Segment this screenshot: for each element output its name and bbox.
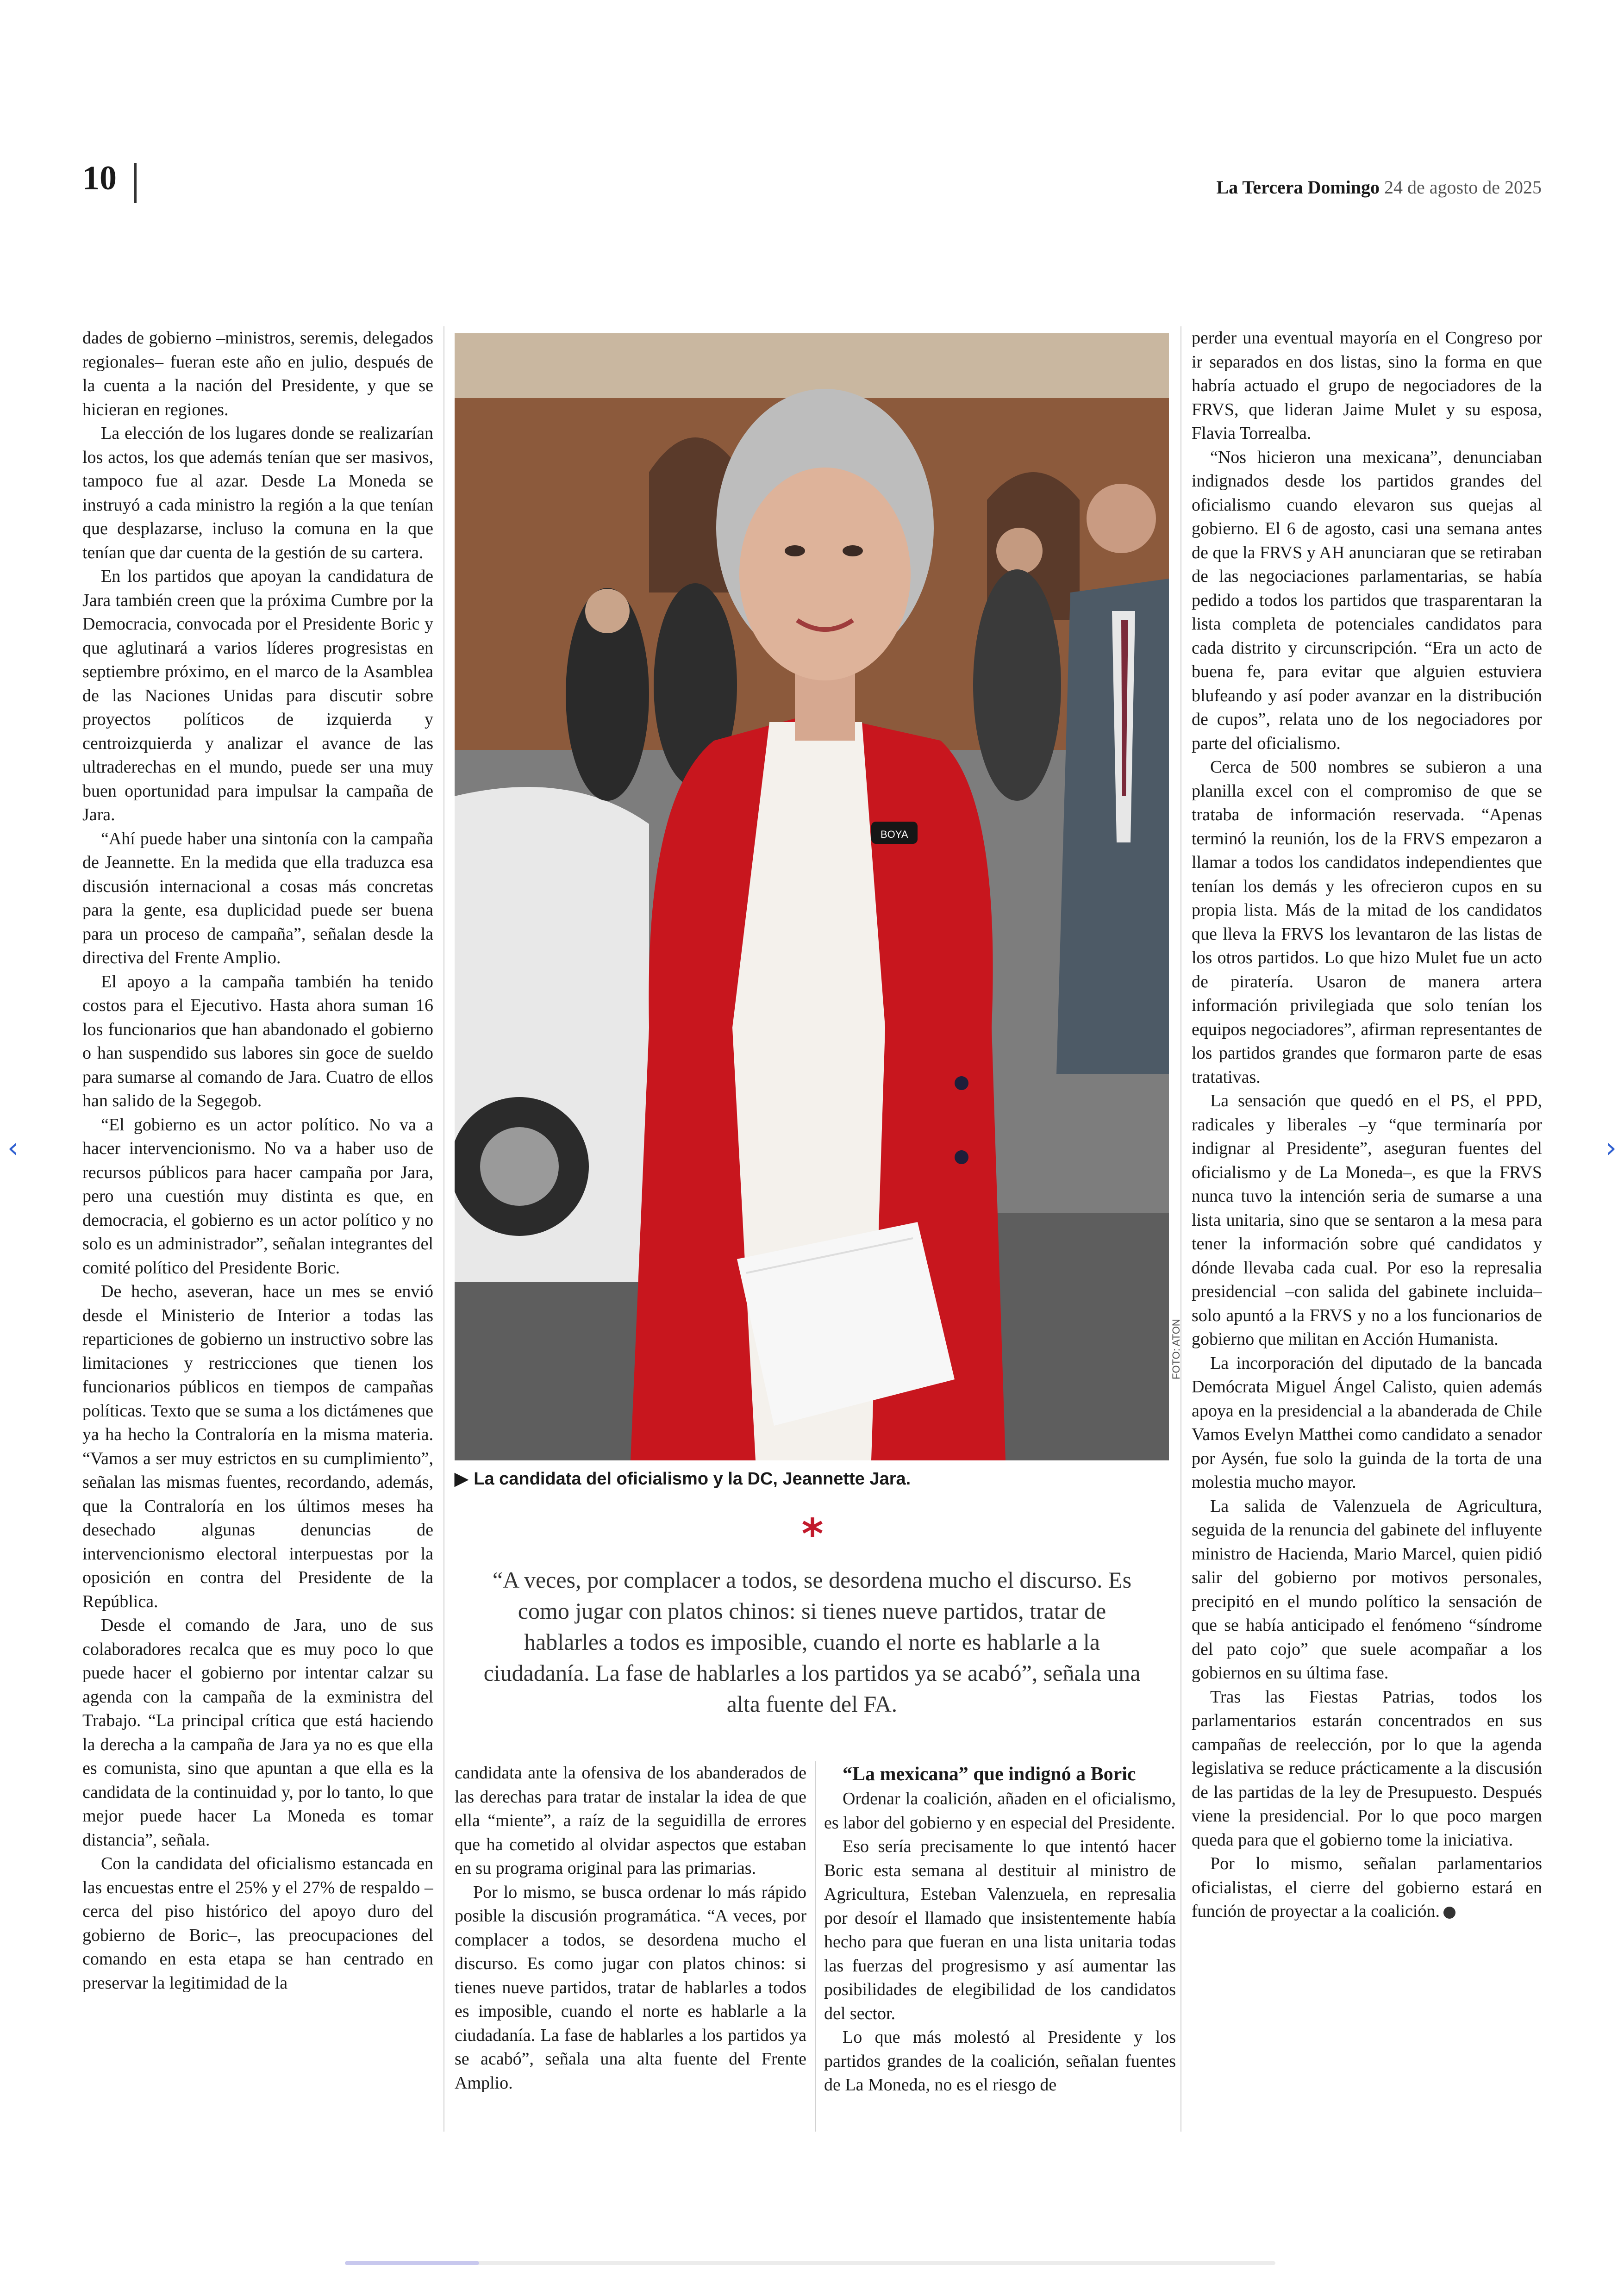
paragraph: En los partidos que apoyan la candidatura de Jara también creen que la próxima Cumbre por la Democracia, convocada por el Presidente Boric y que aglutinará a varios líderes progresistas en septiembre próximo, en el marco de la Asamblea de las Naciones Unidas para discutir sobre proyectos políticos de izquierda y centroizquierda y analizar el avance de las ultraderechas en el mundo, puede ser una muy buen oportunidad para impulsar la campaña de Jara. — [82, 567, 433, 824]
paragraph — [1192, 1852, 1542, 1924]
end-of-article-icon — [1443, 1907, 1455, 1919]
column-divider — [443, 326, 444, 2132]
caption-arrow-icon: ▶ — [455, 1469, 468, 1489]
article-column-4 — [1192, 326, 1542, 2132]
article-column-3 — [824, 1761, 1176, 2132]
subheading: “La mexicana” que indignó a Boric — [843, 1764, 1136, 1785]
horizontal-scrollbar[interactable] — [345, 2261, 1275, 2265]
paragraph: “Ahí puede haber una sintonía con la campaña de Jeannette. En la medida que ella traduzca esa discusión internacional a cosas más concretas para la gente, esa duplicidad puede ser buena para un proceso de campaña”, señalan desde la directiva del Frente Amplio. — [82, 829, 433, 967]
article-column-2 — [455, 1761, 806, 2132]
pullquote: “A veces, por complacer a todos, se desordena mucho el discurso. Es como jugar con platos chinos: si tienes nueve partidos, tratar de hablarles a todos es imposible, cuando el norte es hablarle a la ciudadanía. La fase de hablarles a los partidos ya se acabó”, señala una alta fuente del FA. — [483, 1567, 1141, 1717]
paragraph: Con la candidata del oficialismo estancada en las encuestas entre el 25% y el 27% de respaldo –cerca del piso histórico del apoyo duro del gobierno de Boric–, las preocupaciones del comando en esta etapa se han centrado en preservar la legitimidad de la — [82, 1854, 433, 1993]
column-divider — [815, 1761, 816, 2132]
paragraph: La elección de los lugares donde se realizarían los actos, los que además tenían que ser masivos, tampoco fue al azar. Desde La Moneda se instruyó a cada ministro la región a la que tenían que desplazarse, incluso la comuna en la que tenían que dar cuenta de la gestión de su cartera. — [82, 424, 433, 562]
paragraph: “Nos hicieron una mexicana”, denunciaban indignados desde los partidos grandes del oficialismo cuando elevaron sus quejas al gobierno. El 6 de agosto, casi una semana antes de que la FRVS y AH anunciaran que se retiraban de las negociaciones parlamentarias, se había pedido a todos los partidos que trasparentaran la lista completa de potenciales candidatos para cada distrito y circunscripción. “Era un acto de buena fe, para evitar que alguien estuviera blufeando y así poder avanzar en la distribución de cupos”, relata uno de los negociadores por parte del oficialismo. — [1192, 447, 1542, 753]
paragraph: El apoyo a la campaña también ha tenido costos para el Ejecutivo. Hasta ahora suman 16 los funcionarios que han abandonado el gobierno o han suspendido sus labores sin goce de sueldo para sumarse al comando de Jara. Cuatro de ellos han salido de la Segegob. — [82, 972, 433, 1110]
paragraph: Lo que más molestó al Presidente y los partidos grandes de la coalición, señalan fuentes de La Moneda, no es el riesgo de — [824, 2027, 1176, 2095]
paragraph: perder una eventual mayoría en el Congreso por ir separados en dos listas, sino la forma en que habría actuado el grupo de negociadores de la FRVS, que lideran Jaime Mulet y su esposa, Flavia Torrealba. — [1192, 328, 1542, 443]
publication-name: La Tercera Domingo — [1216, 177, 1380, 198]
paragraph: candidata ante la ofensiva de los abanderados de las derechas para tratar de instalar la idea de que ella “miente”, a raíz de la seguidilla de errores que ha cometido al olvidar aspectos que estaban en su programa original para las primarias. — [455, 1763, 806, 1878]
scrollbar-thumb[interactable] — [345, 2261, 479, 2265]
paragraph-text: Por lo mismo, señalan parlamentarios oficialistas, el cierre del gobierno estará en función de proyectar a la coalición. — [1192, 1854, 1542, 1921]
paragraph: Por lo mismo, se busca ordenar lo más rápido posible la discusión programática. “A veces, por complacer a todos, se desordena mucho el discurso. Es como jugar con platos chinos: si tienes nueve partidos, tratar de hablarles a todos es imposible, cuando el norte es hablarle a la ciudadanía. La fase de hablarles a los partidos ya se acabó”, señala una alta fuente del Frente Amplio. — [455, 1882, 806, 2093]
paragraph: La salida de Valenzuela de Agricultura, seguida de la renuncia del gabinete del influyente ministro de Hacienda, Mario Marcel, quien pidió salir del gobierno por motivos personales, precipitó en el mundo político la sensación de que se había anticipado el fenómeno “síndrome del pato cojo” que suele acompañar a los gobiernos en su última fase. — [1192, 1496, 1542, 1683]
page-number-divider — [134, 163, 137, 203]
paragraph: Eso sería precisamente lo que intentó hacer Boric esta semana al destituir al ministro de Agricultura, Esteban Valenzuela, en represalia por desoír el llamado que insistentemente había hecho para que fueran en una lista unitaria todas las fuerzas del progresismo y así aumentar las posibilidades de elegibilidad de los candidatos del sector. — [824, 1837, 1176, 2023]
paragraph: La incorporación del diputado de la bancada Demócrata Miguel Ángel Calisto, quien además apoya en la presidencial a la abanderada de Chile Vamos Evelyn Matthei como candidato a senador por Aysén, fue solo la guinda de la torta de una molestia mucho mayor. — [1192, 1353, 1542, 1492]
paragraph: La sensación que quedó en el PS, el PPD, radicales y liberales –y “que terminaría por indignar al Presidente”, aseguran fuentes del oficialismo y de La Moneda–, es que la FRVS nunca tuvo la intención seria de sumarse a una lista unitaria, sino que se sentaron a la mesa para tener la información sobre qué candidatos y dónde llevaba cada cual. Por eso la represalia presidencial –con salida del gabinete incluida– solo apuntó a la FRVS y no a los funcionarios de gobierno que militan en Acción Humanista. — [1192, 1091, 1542, 1349]
paragraph: dades de gobierno –ministros, seremis, delegados regionales– fueran este año en julio, después de la cuenta a la nación del Presidente, y que se hicieran en regiones. — [82, 328, 433, 419]
masthead — [1216, 176, 1542, 199]
pullquote-asterisk-icon: * — [801, 1510, 824, 1559]
paragraph: “El gobierno es un actor político. No va a hacer intervencionismo. No va a haber uso de recursos públicos para hacer campaña por Jara, pero una cuestión muy distinta es que, en democracia, el gobierno es un actor político y no solo es un administrador”, señalan integrantes del comité político del Presidente Boric. — [82, 1115, 433, 1278]
paragraph: Ordenar la coalición, añaden en el oficialismo, es labor del gobierno y en especial del Presidente. — [824, 1789, 1176, 1833]
previous-page-arrow-icon[interactable]: ‹ — [7, 1132, 19, 1164]
page-number: 10 — [82, 159, 117, 197]
article-photo — [455, 333, 1169, 1460]
paragraph: De hecho, aseveran, hace un mes se envió desde el Ministerio de Interior a todas las reparticiones de gobierno un instructivo sobre las limitaciones y restricciones que tienen los funcionarios públicos en tiempos de campañas políticas. Texto que se suma a los dictámenes que ya ha hecho la Contraloría en la misma materia. “Vamos a ser muy estrictos en su cumplimiento”, señalan las mismas fuentes, recordando, además, que la Contraloría en los últimos meses ha desechado algunas denuncias de intervencionismo electoral interpuestas por la oposición en contra del Presidente de la República. — [82, 1282, 433, 1611]
paragraph: Cerca de 500 nombres se subieron a una planilla excel con el compromiso de que se trataba de información reservada. “Apenas terminó la reunión, los de la FRVS empezaron a llamar a todos los candidatos independientes que tenían los demás y les ofrecieron cupos en su propia lista. Más de la mitad de los candidatos que lleva la FRVS los levantaron de las listas de los otros partidos. Lo que hizo Mulet fue un acto de piratería. Usaron de manera artera información privilegiada que solo tenían los equipos negociadores”, afirman representantes de los partidos grandes que formaron parte de esas tratativas. — [1192, 757, 1542, 1087]
paragraph: Desde el comando de Jara, uno de sus colaboradores recalca que es muy poco lo que puede hacer el gobierno por intentar calzar su agenda con la campaña de la exministra del Trabajo. “La principal crítica que está haciendo la derecha a la campaña de Jara ya no es que ella es comunista, sino que apuntan a que ella es la candidata de la continuidad y, por lo tanto, lo que mejor puede hacer La Moneda es tomar distancia”, señala. — [82, 1615, 433, 1850]
paragraph: Tras las Fiestas Patrias, todos los parlamentarios estarán concentrados en sus campañas de reelección, por lo que la agenda legislativa se reduce prácticamente a la discusión de las partidas de la ley de Presupuesto. Después viene la presidencial. Por lo que poco margen queda para que el gobierno tome la iniciativa. — [1192, 1687, 1542, 1850]
article-column-1 — [82, 326, 433, 2132]
microphone-label: BOYA — [881, 829, 908, 840]
next-page-arrow-icon[interactable]: › — [1605, 1132, 1617, 1164]
photo-caption — [455, 1468, 911, 1489]
caption-text: La candidata del oficialismo y la DC, Jeannette Jara. — [474, 1469, 911, 1489]
publication-date: 24 de agosto de 2025 — [1384, 177, 1542, 198]
photo-credit: FOTO: ATON — [1170, 1319, 1182, 1379]
